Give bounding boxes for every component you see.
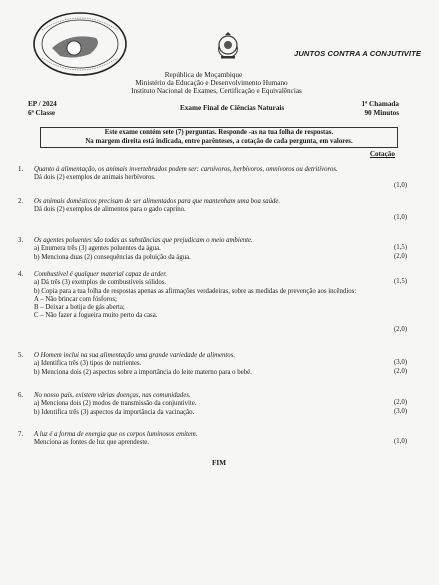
instructions-line-1: Este exame contém sete (7) perguntas. Responde -as na tua folha de respostas. — [104, 129, 334, 136]
question-number: 4. — [18, 271, 24, 278]
question-item: Dá dois (2) exemplos de animais herbívoros. — [34, 174, 156, 182]
question-mark: (2,0) — [393, 326, 407, 333]
mozambique-emblem-icon — [213, 32, 243, 60]
question-number: 7. — [18, 431, 24, 438]
question-intro: Quanto à alimentação, os animais invertebrados podem ser: carnívoros, herbívoros, omnívoros ou detritívoros. — [34, 166, 338, 173]
instructions-line-2: Na margem direita está indicada, entre parênteses, a cotação de cada pergunta, em valores. — [85, 138, 353, 145]
question-item: Menciona as fontes de luz que aprendeste. — [34, 439, 149, 447]
question-item: a) Identifica três (3) tipos de nutrientes. — [34, 360, 142, 368]
institute-seal-icon — [30, 10, 130, 78]
question-mark: (3,0) — [393, 408, 407, 415]
ministry-name: Ministério da Educação e Desenvolvimento Humano — [135, 79, 288, 87]
exam-code-block — [28, 100, 57, 117]
question-item: a) Menciona dois (2) modos de transmissão da conjuntivite. — [34, 400, 197, 408]
institute-name: Instituto Nacional de Exames, Certificação e Equivalências — [131, 87, 302, 95]
question-mark: (1,0) — [393, 182, 407, 189]
question-item: b) Copia para a tua folha de respostas apenas as afirmações verdadeiras, sobre as medidas de prevenção aos incêndios: — [34, 287, 357, 295]
question-item: b) Identifica três (3) aspectos da importância da vacinação. — [34, 408, 195, 416]
exam-title: Exame Final de Ciências Naturais — [180, 104, 285, 112]
question-mark: (2,0) — [393, 253, 407, 260]
question-number: 1. — [18, 166, 24, 173]
question-mark: (2,0) — [393, 368, 407, 375]
question-item: Dá dois (2) exemplos de alimentos para o gado caprino. — [34, 206, 186, 214]
question-item: a) Dá três (3) exemplos de combustíveis sólidos. — [34, 279, 167, 287]
question-item: C – Não fazer a fogueira muito perto da casa. — [34, 312, 158, 320]
question-intro: A luz é a forma de energia que os corpos luminosos emitem. — [34, 431, 198, 438]
question-number: 2. — [18, 198, 24, 205]
question-mark: (1,5) — [393, 244, 407, 251]
question-item: b) Menciona duas (2) consequências da poluição da água. — [34, 253, 191, 261]
question-number: 5. — [18, 352, 24, 359]
instructions-box — [40, 127, 398, 148]
question-intro: No nosso país, existem várias doenças, nas comunidades. — [34, 392, 191, 399]
question-intro: O Homem inclui na sua alimentação uma grande variedade de alimentos. — [34, 352, 236, 359]
exam-call: 1ª Chamada — [361, 100, 399, 108]
question-number: 3. — [18, 237, 24, 244]
slogan: JUNTOS CONTRA A CONJUTIVITE — [294, 49, 422, 58]
exam-call-block — [362, 100, 400, 117]
cotacao-header: Cotação — [369, 150, 395, 158]
question-mark: (1,5) — [393, 278, 407, 285]
question-intro: Combustível é qualquer material capaz de arder. — [34, 271, 167, 278]
question-mark: (1,0) — [393, 214, 407, 221]
question-intro: Os animais domésticos precisam de ser alimentados para que mantenham uma boa saúde. — [34, 198, 281, 205]
exam-code: EP / 2024 — [28, 100, 57, 108]
republic-name: República de Moçambique — [164, 71, 243, 79]
question-item: A – Não brincar com fósforos; — [34, 295, 117, 303]
question-intro: Os agentes poluentes são todas as substâncias que prejudicam o meio ambiente. — [34, 237, 253, 244]
question-item: a) Enumera três (3) agentes poluentes da água. — [34, 245, 161, 253]
question-mark: (1,0) — [393, 438, 407, 445]
grade: 6ª Classe — [28, 108, 56, 117]
question-mark: (2,0) — [393, 399, 407, 406]
end-label: FIM — [212, 459, 226, 467]
question-mark: (3,0) — [393, 359, 407, 366]
question-item: b) Menciona dois (2) aspectos sobre a importância do leite materno para o bebé. — [34, 368, 252, 376]
question-item: B – Deixar a botija de gás aberta; — [34, 304, 125, 312]
exam-duration: 90 Minutos — [364, 108, 399, 117]
question-number: 6. — [18, 392, 24, 399]
